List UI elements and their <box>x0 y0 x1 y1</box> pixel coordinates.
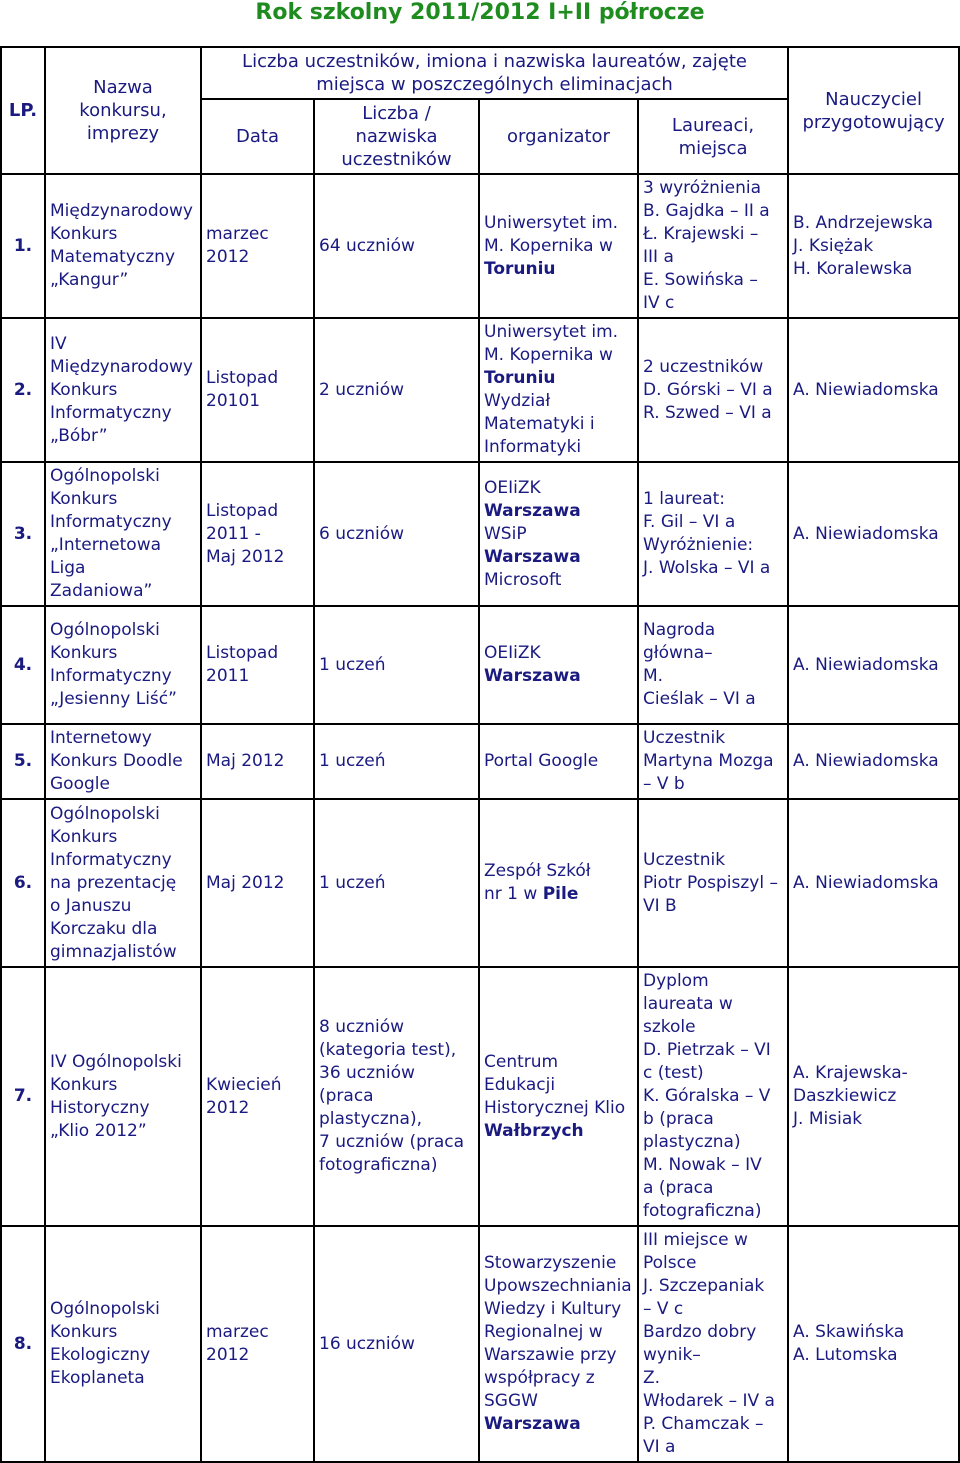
table-row <box>1 1226 959 1462</box>
teacher: A. Niewiadomska <box>788 462 959 606</box>
organizer-text: Centrum Edukacji Historycznej Klio <box>484 1051 626 1118</box>
contest-date: Listopad 2011 - Maj 2012 <box>201 462 314 606</box>
participant-count: 1 uczeń <box>314 799 479 967</box>
organizer-text: OEIiZK <box>484 643 541 663</box>
organizer-part: Microsoft <box>484 569 562 590</box>
participant-count: 16 uczniów <box>314 1226 479 1462</box>
laureates: Uczestnik Martyna Mozga – V b <box>638 724 788 799</box>
contest-name: IV Międzynarodowy Konkurs Informatyczny „Bóbr” <box>45 318 201 462</box>
row-number: 1. <box>1 174 45 318</box>
teacher: A. Krajewska- Daszkiewicz J. Misiak <box>788 967 959 1226</box>
contest-date: Kwiecień 2012 <box>201 967 314 1226</box>
organizer-text: Portal Google <box>484 751 599 771</box>
table-row <box>1 606 959 724</box>
contest-date: Maj 2012 <box>201 724 314 799</box>
row-number: 5. <box>1 724 45 799</box>
participant-count: 6 uczniów <box>314 462 479 606</box>
organizer-text: Uniwersytet im. M. Kopernika w <box>484 322 619 365</box>
organizer-extra: Wydział Matematyki i Informatyki <box>484 391 595 457</box>
row-number: 4. <box>1 606 45 724</box>
contest-name: Ogólnopolski Konkurs Informatyczny na prezentację o Januszu Korczaku dla gimnazjalistów <box>45 799 201 967</box>
header-date: Data <box>201 99 314 174</box>
table-row <box>1 462 959 606</box>
row-number: 7. <box>1 967 45 1226</box>
laureates: III miejsce w Polsce J. Szczepaniak – V c Bardzo dobry wynik– Z. Włodarek – IV a P. Chamczak – VI a <box>638 1226 788 1462</box>
contest-date: Listopad 20101 <box>201 318 314 462</box>
laureates: 3 wyróżnienia B. Gajdka – II a Ł. Krajewski – III a E. Sowińska – IV c <box>638 174 788 318</box>
participant-count: 64 uczniów <box>314 174 479 318</box>
contest-name: IV Ogólnopolski Konkurs Historyczny „Klio 2012” <box>45 967 201 1226</box>
organizer-city: Warszawa <box>484 666 581 686</box>
contest-name: Ogólnopolski Konkurs Informatyczny „Internetowa Liga Zadaniowa” <box>45 462 201 606</box>
header-lp: LP. <box>1 47 45 174</box>
contest-name: Międzynarodowy Konkurs Matematyczny „Kangur” <box>45 174 201 318</box>
organizer-city: Toruniu <box>484 368 556 388</box>
header-laureates: Laureaci, miejsca <box>638 99 788 174</box>
contest-date: marzec 2012 <box>201 1226 314 1462</box>
organizer <box>479 967 638 1226</box>
teacher: A. Niewiadomska <box>788 724 959 799</box>
participant-count: 1 uczeń <box>314 606 479 724</box>
table-row <box>1 967 959 1226</box>
row-number: 2. <box>1 318 45 462</box>
organizer-text: Stowarzyszenie Upowszechniania Wiedzy i Kultury Regionalnej w Warszawie przy współpracy z SGGW <box>484 1253 632 1411</box>
table-row <box>1 799 959 967</box>
laureates: Uczestnik Piotr Pospiszyl – VI B <box>638 799 788 967</box>
organizer-part: OEIiZK <box>484 477 541 498</box>
page-title: Rok szkolny 2011/2012 I+II półrocze <box>255 0 705 25</box>
teacher: A. Niewiadomska <box>788 799 959 967</box>
laureates: 1 laureat: F. Gil – VI a Wyróżnienie: J. Wolska – VI a <box>638 462 788 606</box>
contest-date: Maj 2012 <box>201 799 314 967</box>
participant-count: 1 uczeń <box>314 724 479 799</box>
row-number: 8. <box>1 1226 45 1462</box>
organizer-part: Warszawa <box>484 546 581 567</box>
organizer <box>479 799 638 967</box>
organizer-text: Zespół Szkół nr 1 w <box>484 861 591 904</box>
organizer-text: Uniwersytet im. M. Kopernika w <box>484 212 619 256</box>
table-body <box>1 174 959 1462</box>
header-organizer: organizator <box>479 99 638 174</box>
table-row <box>1 174 959 318</box>
organizer <box>479 1226 638 1462</box>
table-row <box>1 724 959 799</box>
organizer <box>479 462 638 606</box>
contest-name: Internetowy Konkurs Doodle Google <box>45 724 201 799</box>
organizer-part: Warszawa <box>484 500 581 521</box>
header-participants-group: Liczba uczestników, imiona i nazwiska laureatów, zajęte miejsca w poszczególnych eliminacjach <box>201 47 788 99</box>
teacher: A. Niewiadomska <box>788 606 959 724</box>
organizer <box>479 318 638 462</box>
contest-date: Listopad 2011 <box>201 606 314 724</box>
organizer-city: Toruniu <box>484 258 556 279</box>
organizer-part: WSiP <box>484 523 527 544</box>
participant-count: 8 uczniów (kategoria test), 36 uczniów (praca plastyczna), 7 uczniów (praca fotograficzna) <box>314 967 479 1226</box>
laureates: 2 uczestników D. Górski – VI a R. Szwed – VI a <box>638 318 788 462</box>
organizer <box>479 606 638 724</box>
row-number: 6. <box>1 799 45 967</box>
teacher: B. Andrzejewska J. Księżak H. Koralewska <box>788 174 959 318</box>
laureates: Nagroda główna– M. Cieślak – VI a <box>638 606 788 724</box>
header-teacher: Nauczyciel przygotowujący <box>788 47 959 174</box>
organizer-city: Wałbrzych <box>484 1120 584 1141</box>
contest-name: Ogólnopolski Konkurs Informatyczny „Jesienny Liść” <box>45 606 201 724</box>
organizer <box>479 174 638 318</box>
teacher: A. Skawińska A. Lutomska <box>788 1226 959 1462</box>
organizer <box>479 724 638 799</box>
laureates: Dyplom laureata w szkole D. Pietrzak – VI c (test) K. Góralska – V b (praca plastyczna) M. Nowak – IV a (praca fotograficzna) <box>638 967 788 1226</box>
contest-name: Ogólnopolski Konkurs Ekologiczny Ekoplaneta <box>45 1226 201 1462</box>
header-contest-name: Nazwa konkursu, imprezy <box>45 47 201 174</box>
header-count: Liczba / nazwiska uczestników <box>314 99 479 174</box>
participant-count: 2 uczniów <box>314 318 479 462</box>
row-number: 3. <box>1 462 45 606</box>
contest-date: marzec 2012 <box>201 174 314 318</box>
contests-table <box>0 46 960 1463</box>
organizer-city: Warszawa <box>484 1414 581 1434</box>
table-row <box>1 318 959 462</box>
organizer-city: Pile <box>542 884 579 904</box>
teacher: A. Niewiadomska <box>788 318 959 462</box>
